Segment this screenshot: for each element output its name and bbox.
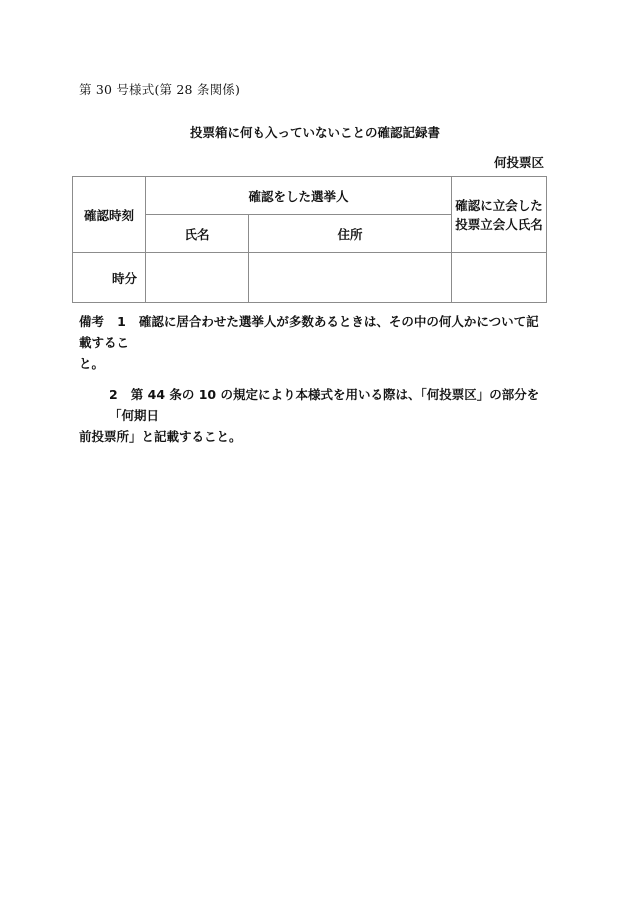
form-number: 第 30 号様式(第 28 条関係) [79, 82, 241, 97]
cell-witness-name [452, 253, 547, 303]
cell-voter-address [249, 253, 452, 303]
remarks-section [79, 311, 549, 447]
witness-header-line-1: 確認に立会した [455, 197, 543, 213]
document-title: 投票箱に何も入っていないことの確認記録書 [189, 125, 440, 140]
subheader-address: 住所 [249, 215, 452, 253]
cell-voter-name [146, 253, 249, 303]
remarks-label: 備考 [79, 314, 105, 329]
remark-1-number: 1 [117, 314, 126, 329]
subheader-name: 氏名 [146, 215, 249, 253]
cell-time-hour-minute: 時分 [73, 253, 146, 303]
confirmation-record-table [72, 176, 547, 303]
header-confirming-voters: 確認をした選挙人 [146, 177, 452, 215]
remark-1-line-2: と。 [79, 356, 105, 371]
remark-1-text: 確認に居合わせた選挙人が多数あるときは、その中の何人かについて記載するこ [79, 314, 539, 350]
remark-2-text: 第 44 条の 10 の規定により本様式を用いる際は、「何投票区」の部分を「何期日 [109, 387, 540, 423]
remark-2-number: 2 [109, 387, 118, 402]
remark-2-line-2: 前投票所」と記載すること。 [79, 429, 242, 444]
header-witness-names [452, 177, 547, 253]
polling-district-label: 何投票区 [493, 155, 544, 170]
witness-header-line-2: 投票立会人氏名 [455, 216, 543, 232]
remark-spacer [79, 374, 549, 384]
remark-2-line-1 [79, 384, 549, 426]
remark-1-line-1 [79, 311, 549, 353]
header-confirmation-time: 確認時刻 [73, 177, 146, 253]
